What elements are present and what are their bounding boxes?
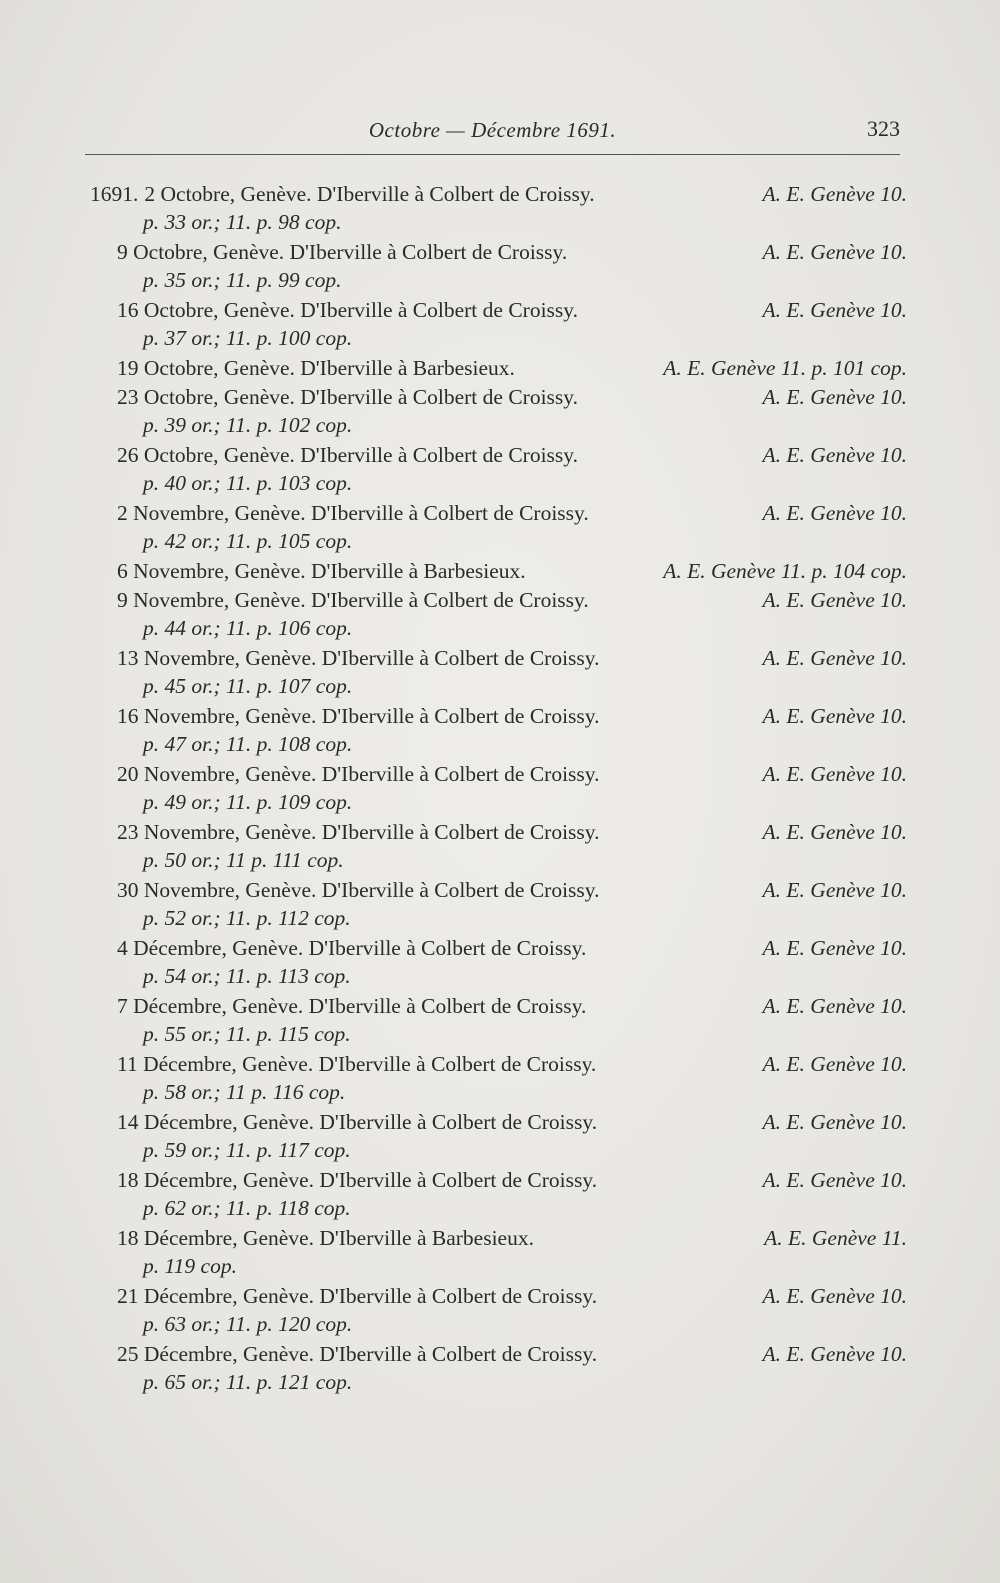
entry-text: 19 Octobre, Genève. D'Iberville à Barbesieux. [117, 356, 515, 380]
entry-first-line [117, 1166, 907, 1195]
entry-first-line [117, 238, 907, 267]
list-item [117, 760, 907, 818]
entry-reference: A. E. Genève 10. [762, 646, 907, 670]
list-item [117, 992, 907, 1050]
list-item [117, 1050, 907, 1108]
entry-continuation: p. 45 or.; 11. p. 107 cop. [143, 674, 353, 698]
entry-main [117, 441, 578, 470]
entry-main [117, 238, 567, 267]
entry-main [117, 1166, 597, 1195]
entry-continuation: p. 37 or.; 11. p. 100 cop. [143, 326, 353, 350]
list-item [117, 296, 907, 354]
entry-first-line [117, 557, 907, 586]
entry-main [117, 876, 600, 905]
entry-reference: A. E. Genève 10. [762, 298, 907, 322]
entry-first-line [117, 702, 907, 731]
entry-reference: A. E. Genève 10. [762, 588, 907, 612]
entry-continuation: p. 47 or.; 11. p. 108 cop. [143, 732, 353, 756]
entry-main [117, 383, 578, 412]
page-header [85, 110, 900, 150]
list-item [117, 354, 907, 383]
list-item [117, 499, 907, 557]
entry-main [117, 499, 589, 528]
entry-main [117, 1050, 596, 1079]
entry-reference: A. E. Genève 10. [762, 820, 907, 844]
entry-continuation: p. 59 or.; 11. p. 117 cop. [143, 1138, 351, 1162]
list-item [117, 934, 907, 992]
entry-first-line [117, 876, 907, 905]
entry-main [117, 1340, 597, 1369]
entry-text: 26 Octobre, Genève. D'Iberville à Colbert de Croissy. [117, 443, 579, 467]
entry-reference: A. E. Genève 10. [762, 878, 907, 902]
entry-first-line [117, 383, 907, 412]
list-item [117, 702, 907, 760]
entry-list [90, 180, 907, 1398]
entry-text: 14 Décembre, Genève. D'Iberville à Colbert de Croissy. [117, 1110, 598, 1134]
entry-first-line [117, 1108, 907, 1137]
entry-text: 4 Décembre, Genève. D'Iberville à Colbert de Croissy. [117, 936, 587, 960]
list-item [117, 1282, 907, 1340]
list-item [117, 1224, 907, 1282]
entry-reference: A. E. Genève 10. [762, 501, 907, 525]
entry-text: 25 Décembre, Genève. D'Iberville à Colbert de Croissy. [117, 1342, 598, 1366]
list-item [117, 1340, 907, 1398]
entry-continuation: p. 44 or.; 11. p. 106 cop. [143, 616, 353, 640]
entry-text: 16 Octobre, Genève. D'Iberville à Colbert de Croissy. [117, 298, 579, 322]
entry-first-line [117, 1050, 907, 1079]
entry-first-line [117, 296, 907, 325]
entry-first-line [117, 354, 907, 383]
entry-text: 2 Novembre, Genève. D'Iberville à Colbert de Croissy. [117, 501, 589, 525]
list-item [117, 876, 907, 934]
entry-first-line [117, 1224, 907, 1253]
entry-text: 23 Octobre, Genève. D'Iberville à Colbert de Croissy. [117, 385, 579, 409]
list-item [90, 180, 907, 238]
list-item [117, 441, 907, 499]
entry-main [117, 1282, 597, 1311]
entry-continuation: p. 52 or.; 11. p. 112 cop. [143, 906, 351, 930]
entry-continuation: p. 33 or.; 11. p. 98 cop. [143, 210, 342, 234]
entry-text: 18 Décembre, Genève. D'Iberville à Colbert de Croissy. [117, 1168, 598, 1192]
entry-continuation: p. 50 or.; 11 p. 111 cop. [143, 848, 344, 872]
list-item [117, 238, 907, 296]
entry-continuation: p. 65 or.; 11. p. 121 cop. [143, 1370, 353, 1394]
entry-first-line [117, 992, 907, 1021]
entry-reference: A. E. Genève 10. [762, 704, 907, 728]
entry-continuation: p. 39 or.; 11. p. 102 cop. [143, 413, 353, 437]
entry-text: 13 Novembre, Genève. D'Iberville à Colbert de Croissy. [117, 646, 600, 670]
entry-main [117, 354, 515, 383]
entry-continuation: p. 35 or.; 11. p. 99 cop. [143, 268, 342, 292]
entry-main [117, 702, 600, 731]
entry-reference: A. E. Genève 10. [762, 762, 907, 786]
list-item [117, 1166, 907, 1224]
entry-first-line [117, 586, 907, 615]
entry-main [117, 760, 600, 789]
entry-reference: A. E. Genève 10. [762, 1284, 907, 1308]
entry-text: 20 Novembre, Genève. D'Iberville à Colbert de Croissy. [117, 762, 600, 786]
header-rule [85, 154, 900, 155]
entry-continuation: p. 58 or.; 11 p. 116 cop. [143, 1080, 346, 1104]
entry-first-line [117, 499, 907, 528]
entry-reference: A. E. Genève 11. p. 104 cop. [663, 559, 907, 583]
entry-text: 9 Novembre, Genève. D'Iberville à Colbert de Croissy. [117, 588, 589, 612]
entry-reference: A. E. Genève 11. p. 101 cop. [663, 356, 907, 380]
entry-main [117, 1224, 534, 1253]
entry-reference: A. E. Genève 10. [762, 936, 907, 960]
entry-continuation: p. 62 or.; 11. p. 118 cop. [143, 1196, 351, 1220]
list-item [117, 818, 907, 876]
entry-continuation: p. 40 or.; 11. p. 103 cop. [143, 471, 353, 495]
entry-main [117, 934, 586, 963]
entry-main [117, 818, 600, 847]
list-item [117, 383, 907, 441]
list-item [117, 644, 907, 702]
list-item [117, 1108, 907, 1166]
entry-continuation: p. 54 or.; 11. p. 113 cop. [143, 964, 351, 988]
entry-first-line [90, 180, 907, 209]
entry-continuation: p. 42 or.; 11. p. 105 cop. [143, 529, 353, 553]
entry-text: 2 Octobre, Genève. D'Iberville à Colbert de Croissy. [144, 182, 595, 206]
list-item [117, 557, 907, 586]
entry-reference: A. E. Genève 10. [762, 1168, 907, 1192]
entry-continuation: p. 49 or.; 11. p. 109 cop. [143, 790, 353, 814]
entry-first-line [117, 441, 907, 470]
entry-text: 30 Novembre, Genève. D'Iberville à Colbert de Croissy. [117, 878, 600, 902]
running-head: Octobre — Décembre 1691. [368, 118, 617, 142]
entry-text: 23 Novembre, Genève. D'Iberville à Colbert de Croissy. [117, 820, 600, 844]
entry-text: 21 Décembre, Genève. D'Iberville à Colbert de Croissy. [117, 1284, 598, 1308]
entry-first-line [117, 818, 907, 847]
page-number: 323 [867, 116, 900, 141]
entry-first-line [117, 1340, 907, 1369]
entry-reference: A. E. Genève 10. [762, 240, 907, 264]
entry-reference: A. E. Genève 10. [762, 1052, 907, 1076]
entry-text: 6 Novembre, Genève. D'Iberville à Barbesieux. [117, 559, 526, 583]
entry-reference: A. E. Genève 11. [764, 1226, 907, 1250]
entry-continuation: p. 63 or.; 11. p. 120 cop. [143, 1312, 353, 1336]
entry-text: 11 Décembre, Genève. D'Iberville à Colbert de Croissy. [117, 1052, 597, 1076]
entry-reference: A. E. Genève 10. [762, 443, 907, 467]
entry-main [117, 992, 586, 1021]
entry-first-line [117, 644, 907, 673]
entry-main [90, 180, 595, 209]
list-item [117, 586, 907, 644]
entry-reference: A. E. Genève 10. [762, 182, 907, 206]
entry-main [117, 296, 578, 325]
entry-text: 9 Octobre, Genève. D'Iberville à Colbert de Croissy. [117, 240, 568, 264]
entry-main [117, 586, 589, 615]
entry-main [117, 557, 526, 586]
entry-year: 1691. [90, 182, 139, 206]
entry-continuation: p. 119 cop. [143, 1254, 237, 1278]
entry-main [117, 644, 600, 673]
entry-first-line [117, 934, 907, 963]
entry-continuation: p. 55 or.; 11. p. 115 cop. [143, 1022, 351, 1046]
entry-first-line [117, 760, 907, 789]
entry-main [117, 1108, 597, 1137]
entry-first-line [117, 1282, 907, 1311]
entry-reference: A. E. Genève 10. [762, 385, 907, 409]
entry-reference: A. E. Genève 10. [762, 1342, 907, 1366]
entry-reference: A. E. Genève 10. [762, 994, 907, 1018]
entry-text: 16 Novembre, Genève. D'Iberville à Colbert de Croissy. [117, 704, 600, 728]
entry-reference: A. E. Genève 10. [762, 1110, 907, 1134]
entry-text: 18 Décembre, Genève. D'Iberville à Barbesieux. [117, 1226, 534, 1250]
entry-text: 7 Décembre, Genève. D'Iberville à Colbert de Croissy. [117, 994, 587, 1018]
